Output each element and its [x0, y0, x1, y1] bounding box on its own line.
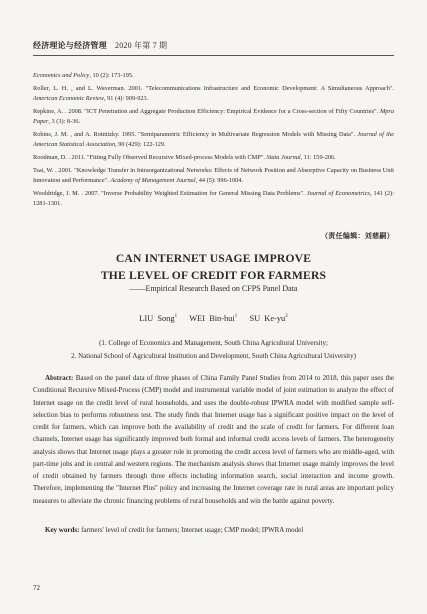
reference-entry — [33, 166, 394, 187]
affiliation-line: 2. National School of Agricultural Institution and Development, South China Agricultural University) — [71, 351, 356, 360]
reference-entry — [33, 71, 394, 81]
reference-text: Wooldridge, J. M. . 2007. "Inverse Probability Weighted Estimation for General Missing Data Problems". — [33, 189, 307, 197]
article-subtitle: ——Empirical Research Based on CFPS Panel Data — [129, 284, 298, 293]
journal-title: 经济理论与经济管理 — [33, 41, 107, 50]
keywords-text: farmers' level of credit for farmers; Internet usage; CMP model; IPWRA model — [81, 526, 304, 534]
journal-issue: 2020 年第 7 期 — [115, 41, 168, 50]
article-title-line-2: THE LEVEL OF CREDIT FOR FARMERS — [100, 269, 327, 282]
reference-entry — [33, 153, 394, 163]
reference-text: Roodman, D. . 2011. "Fitting Fully Observed Recursive Mixed-process Models with CMP". — [33, 154, 267, 162]
reference-entry — [33, 84, 394, 105]
header-divider — [33, 55, 394, 56]
author-name: LIU Song — [139, 314, 175, 323]
reference-list — [33, 71, 394, 212]
keywords — [33, 526, 394, 534]
author-list — [0, 314, 427, 323]
reference-text: Tsai, W. . 2001. "Knowledge Transfer in Intraorganizational Networks: Effects of Network Position and Absorptive Capacity on Business Unit Innovation and Performance". — [33, 166, 394, 185]
reference-text: , 44 (5): 996-1004. — [195, 177, 243, 185]
reference-text: , 91 (4): 909-923. — [104, 95, 149, 103]
keywords-label: Key words: — [45, 526, 80, 534]
reference-entry — [33, 130, 394, 151]
reference-source: Journal of the American Statistical Association — [33, 130, 394, 149]
reference-source: Mpra Paper — [33, 107, 394, 126]
affiliations — [0, 337, 427, 362]
affiliation-line: (1. College of Economics and Management, South China Agricultural University; — [99, 339, 328, 347]
author-affiliation-mark: 1 — [174, 314, 178, 320]
editor-note: （责任编辑：刘慈嗣） — [321, 232, 394, 240]
abstract-text: Based on the panel data of three phases of China Family Panel Studies from 2014 to 2018, this paper uses the Conditional Recursive Mixed-Process (CMP) model and instrumental variable model of joint estimation to analyze the effect of Internet usage on the credit level of rural households, and uses the double-robust IPWRA model with modified sample self-selection bias to performs robustness test. The study finds that Internet usage has a significant positive impact on the level of credit for farmers, which can improve both the availability of credit and the scale of credit for farmers. For different loan channels, Internet usage has significantly improved both formal and informal credit access levels of farmers. The heterogeneity analysis shows that Internet usage plays a greater role in promoting the credit access level of farmers who are middle-aged, with part-time jobs and in central and western regions. The mechanism analysis shows that Internet usage mainly improves the level of credit obtained by farmers through three effects including information search, social interaction and income growth. Therefore, implementing the "Internet Plus" policy and increasing the Internet coverage rate in rural areas are important policy measures to alleviate the chronic financing problems of rural households and win the battle against poverty. — [33, 374, 395, 505]
journal-header — [33, 40, 167, 51]
reference-source: Journal of Econometrics — [306, 189, 370, 197]
reference-text: , 3 (3): 8-36. — [48, 118, 81, 126]
reference-source: Economics and Policy — [33, 72, 90, 79]
reference-entry — [33, 107, 394, 128]
reference-source: Academy of Management Journal — [110, 177, 196, 185]
author-affiliation-mark: 2 — [285, 314, 288, 320]
reference-text: , 10 (2): 173-195. — [89, 72, 134, 79]
reference-source: American Economic Review — [33, 95, 104, 103]
author-affiliation-mark: 1 — [234, 314, 238, 320]
author-name: WEI Bin-hui — [189, 314, 235, 323]
reference-text: Robins, J. M. , and A. Rotnitzky. 1995. "Semiparametric Efficiency in Multivariate Regression Models with Missing Data". — [33, 130, 358, 138]
reference-text: Repkine, A. . 2008. "ICT Penetration and Aggregate Production Efficiency: Empirical Evidence for a Cross-section of Fifty Countries". — [33, 107, 380, 115]
reference-text: , 11: 159-206. — [300, 154, 336, 162]
reference-text: Roller, L. H. , and L. Waverman. 2001. "Telecommunications Infrastructure and Economic Development: A Simultaneous Approach". — [33, 84, 394, 92]
abstract — [33, 372, 394, 507]
article-title-line-1: CAN INTERNET USAGE IMPROVE — [115, 252, 312, 265]
article-title — [0, 250, 427, 284]
reference-entry — [33, 189, 394, 210]
page-number: 72 — [33, 584, 40, 592]
author-name: SU Ke-yu — [249, 314, 286, 323]
reference-text: , 141 (2): 1281-1301. — [33, 189, 394, 208]
reference-source: Stata Journal — [266, 154, 301, 162]
abstract-label: Abstract: — [45, 374, 74, 382]
reference-text: , 90 (429): 122-129. — [115, 141, 166, 149]
